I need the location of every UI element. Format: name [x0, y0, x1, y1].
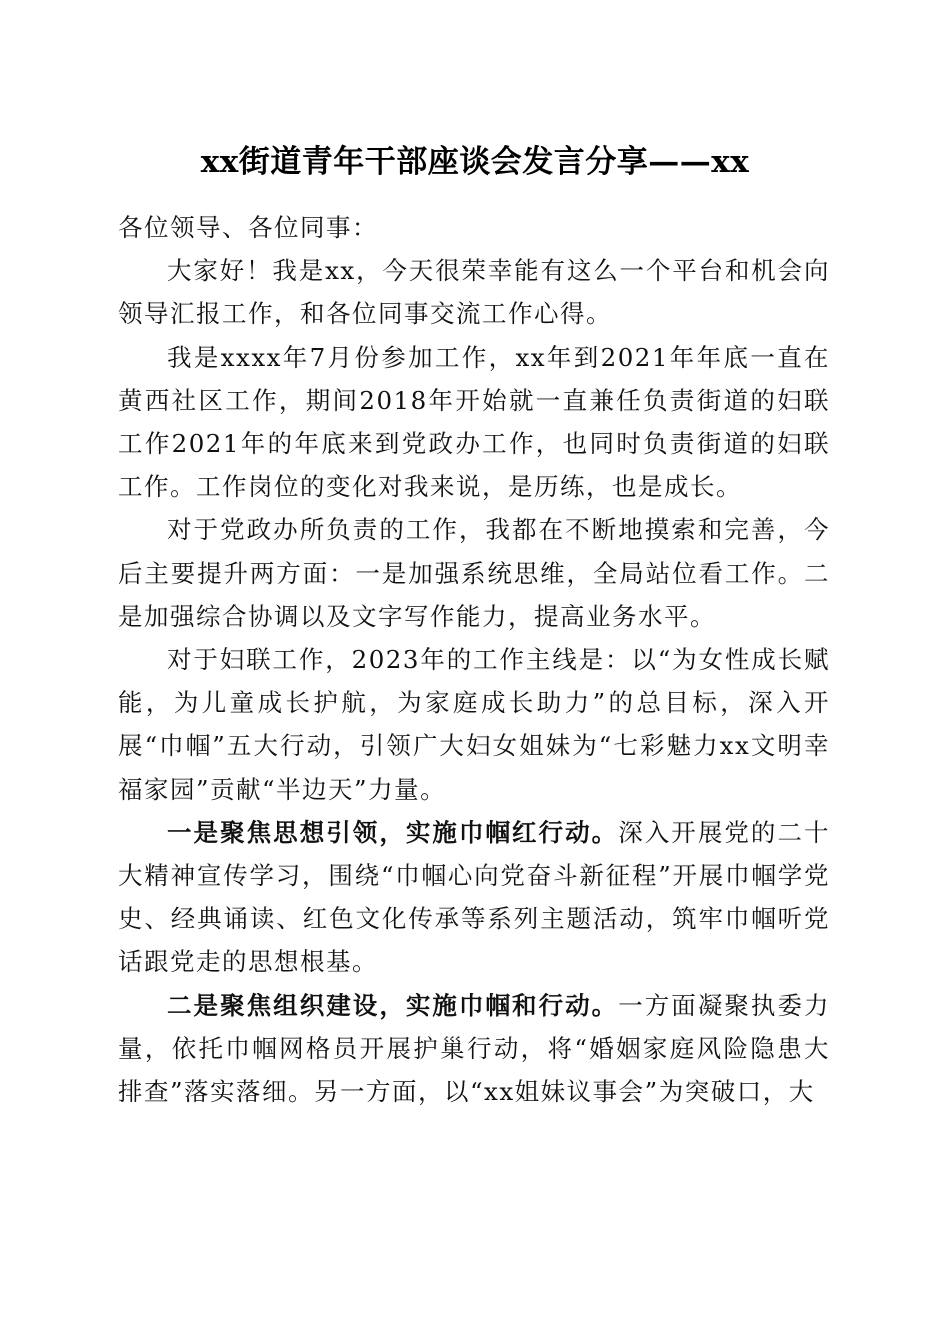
paragraph-lead: 一是聚焦思想引领，实施巾帼红行动。	[167, 817, 619, 847]
paragraph-text: 深入开展党的二十大精神宣传学习，围绕“巾帼心向党奋斗新征程”开展巾帼学党史、经典诵读、红色文化传承等系列主题活动，筑牢巾帼听党话跟党走的思想根基。	[118, 817, 831, 977]
paragraph-greeting	[118, 249, 830, 335]
paragraph-action-two	[118, 984, 830, 1114]
paragraph-text: 大家好！我是xx，今天很荣幸能有这么一个平台和机会向领导汇报工作，和各位同事交流工作心得。	[118, 256, 830, 329]
document-title: xx街道青年干部座谈会发言分享——xx	[200, 144, 750, 180]
paragraph-text: 对于妇联工作，2023年的工作主线是：以“为女性成长赋能，为儿童成长护航，为家庭成长助力”的总目标，深入开展“巾帼”五大行动，引领广大妇女姐妹为“七彩魅力xx文明幸福家园”贡献“半边天”力量。	[118, 645, 830, 804]
document-body	[118, 206, 830, 1113]
paragraph-text: 对于党政办所负责的工作，我都在不断地摸索和完善，今后主要提升两方面：一是加强系统思维，全局站位看工作。二是加强综合协调以及文字写作能力，提高业务水平。	[118, 515, 830, 631]
paragraph-action-one	[118, 811, 830, 984]
paragraph-womens-federation	[118, 638, 830, 811]
salutation: 各位领导、各位同事：	[118, 213, 378, 242]
paragraph-lead: 二是聚焦组织建设，实施巾帼和行动。	[167, 990, 619, 1020]
paragraph-party-office	[118, 508, 830, 638]
paragraph-text: 一方面凝聚执委力量，依托巾帼网格员开展护巢行动，将“婚姻家庭风险隐患大排查”落实落细。另一方面，以“xx姐妹议事会”为突破口，大	[118, 990, 831, 1107]
paragraph-work-history	[118, 336, 830, 509]
paragraph-text: 我是xxxx年7月份参加工作，xx年到2021年年底一直在黄西社区工作，期间2018年开始就一直兼任负责街道的妇联工作2021年的年底来到党政办工作，也同时负责街道的妇联工作。工作岗位的变化对我来说，是历练，也是成长。	[118, 342, 830, 502]
